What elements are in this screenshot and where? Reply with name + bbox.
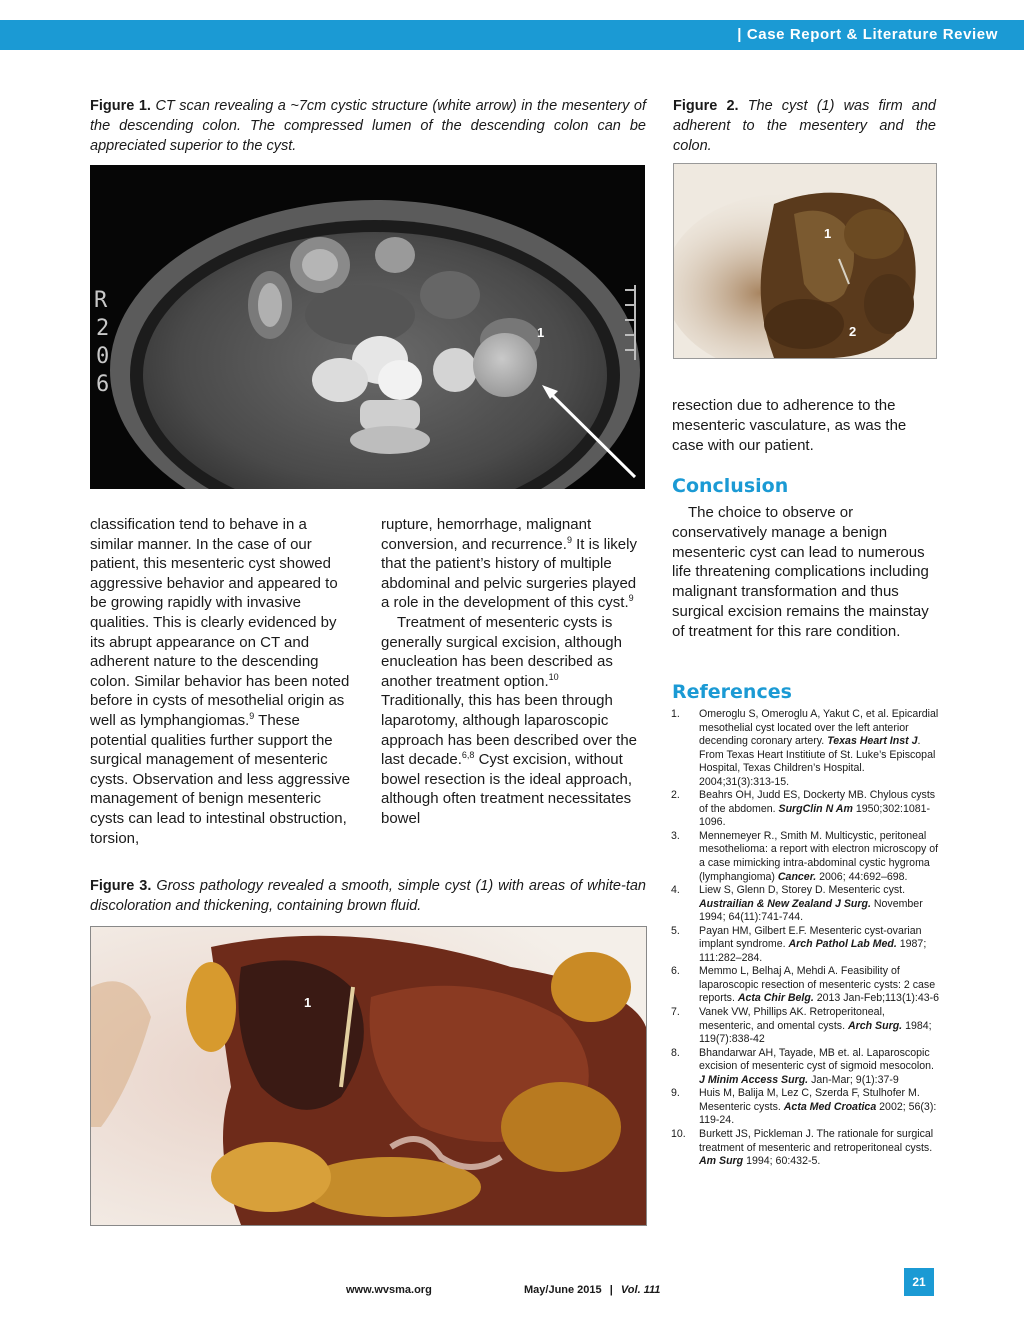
- references-list: [671, 708, 941, 1169]
- ct-side-label-2: 2: [96, 316, 110, 341]
- column1-body: classification tend to behave in a similar manner. In the case of our patient, this mesenteric cyst showed aggressive behavior and appeared to be growing rapidly with invasive qualities. This is clearly evidenced by its abrupt appearance on CT and adherent nature to the descending colon. Similar behavior has been noted before in cysts of mesothelial origin as well as lymphangiomas.$^9$ These potential qualities further support the surgical management of mesenteric cysts. Observation and less aggressive management of benign mesenteric cysts can lead to intestinal obstruction, torsion,: [90, 516, 351, 847]
- ct-side-label-r: R: [94, 288, 108, 313]
- figure3-label: Figure 3.: [90, 878, 152, 894]
- figure2-specimen-image: [673, 163, 937, 359]
- figure2-marker-1: 1: [824, 226, 832, 241]
- figure2-caption-text: The cyst (1) was firm and adherent to the mesentery and the colon.: [673, 98, 936, 154]
- reference-item: 6. Memmo L, Belhaj A, Mehdi A. Feasibility of laparoscopic resection of mesenteric cysts: 2 case reports. Acta Chir Belg. 2013 Jan-Feb;113(1):43-6: [671, 965, 940, 1005]
- footer-website: www.wvsma.org: [346, 1284, 432, 1296]
- figure2-caption: [673, 96, 936, 156]
- ct-side-label-6: 6: [96, 372, 110, 397]
- figure3-marker: 1: [304, 995, 312, 1010]
- reference-item: 7. Vanek VW, Phillips AK. Retroperitoneal, mesenteric, and omental cysts. Arch Surg. 1984; 119(7):838-42: [671, 1006, 932, 1046]
- column2-body: rupture, hemorrhage, malignant conversion, and recurrence.$^9$ It is likely that the patient’s history of multiple abdominal and pelvic surgeries played a role in the development of this cyst.$^9$ Treatment of mesenteric cysts is generally surgical excision, although enucleation has been described as another treatment option.$^{10}$ Traditionally, this has been through laparotomy, although laparoscopic approach has been described over the last decade.$^{6,8}$ Cyst excision, without bowel resection is the ideal approach, although often treatment necessitates bowel: [381, 516, 638, 827]
- reference-item: 8. Bhandarwar AH, Tayade, MB et. al. Laparoscopic excision of mesenteric cyst of sigmoid mesocolon. J Minim Access Surg. Jan-Mar; 9(1):37-9: [671, 1046, 934, 1086]
- figure1-marker: 1: [537, 325, 545, 340]
- figure3-pathology-image: [90, 926, 647, 1226]
- conclusion-text: The choice to observe or conservatively manage a benign mesenteric cyst can lead to numerous life threatening complications including malignant transformation and thus surgical excision remains the mainstay of treatment for this rare condition.: [672, 504, 929, 640]
- reference-item: 10. Burkett JS, Pickleman J. The rationale for surgical treatment of mesenteric and retroperitoneal cysts. Am Surg 1994; 60:432-5.: [671, 1127, 934, 1168]
- figure2-label: Figure 2.: [673, 98, 739, 114]
- figure1-label: Figure 1.: [90, 98, 151, 114]
- figure1-caption: [90, 96, 646, 156]
- references-heading: References: [672, 681, 792, 703]
- figure1-ct-image: [90, 165, 645, 489]
- reference-item: 2. Beahrs OH, Judd ES, Dockerty MB. Chylous cysts of the abdomen. SurgClin N Am 1950;302:1081-1096.: [671, 789, 936, 829]
- figure3-caption-text: Gross pathology revealed a smooth, simple cyst (1) with areas of white-tan discoloration and thickening, containing brown fluid.: [90, 878, 646, 914]
- reference-item: 9. Huis M, Balija M, Lez C, Szerda F, Stulhofer M. Mesenteric cysts. Acta Med Croatica 2002; 56(3): 119-24.: [671, 1087, 937, 1127]
- page-number: 21: [904, 1268, 934, 1296]
- conclusion-heading: Conclusion: [672, 475, 789, 497]
- reference-item: 4. Liew S, Glenn D, Storey D. Mesenteric cyst. Austrailian & New Zealand J Surg. November 1994; 64(11):741-744.: [671, 884, 923, 924]
- figure3-caption: [90, 876, 646, 916]
- reference-item: 1. Omeroglu S, Omeroglu A, Yakut C, et al. Epicardial mesothelial cyst located over the left anterior decending coronary artery. Texas Heart Inst J. From Texas Heart Institiute of St. Luke’s Episcopal Hospital, Texas Children’s Hospital. 2004;31(3):313-15.: [671, 708, 939, 788]
- figure1-caption-text: CT scan revealing a ~7cm cystic structure (white arrow) in the mesentery of the descending colon. The compressed lumen of the descending colon can be appreciated superior to the cyst.: [90, 98, 646, 154]
- ct-side-label-0: 0: [96, 344, 110, 369]
- figure2-marker-2: 2: [849, 324, 857, 339]
- column3-continuation: resection due to adherence to the mesenteric vasculature, as was the case with our patient.: [672, 397, 907, 454]
- header-bar: [0, 20, 1024, 50]
- footer-issue: May/June 2015 | Vol. 111: [524, 1284, 661, 1296]
- reference-item: 5. Payan HM, Gilbert E.F. Mesenteric cyst-ovarian implant syndrome. Arch Pathol Lab Med. 1987; 111:282–284.: [671, 924, 927, 964]
- section-title: | Case Report & Literature Review: [737, 26, 998, 43]
- reference-item: 3. Mennemeyer R., Smith M. Multicystic, peritoneal mesothelioma: a report with electron microscopy of a case mimicking intra-abdominal cystic hygroma (lymphangioma) Cancer. 2006; 44:692–698.: [671, 829, 939, 883]
